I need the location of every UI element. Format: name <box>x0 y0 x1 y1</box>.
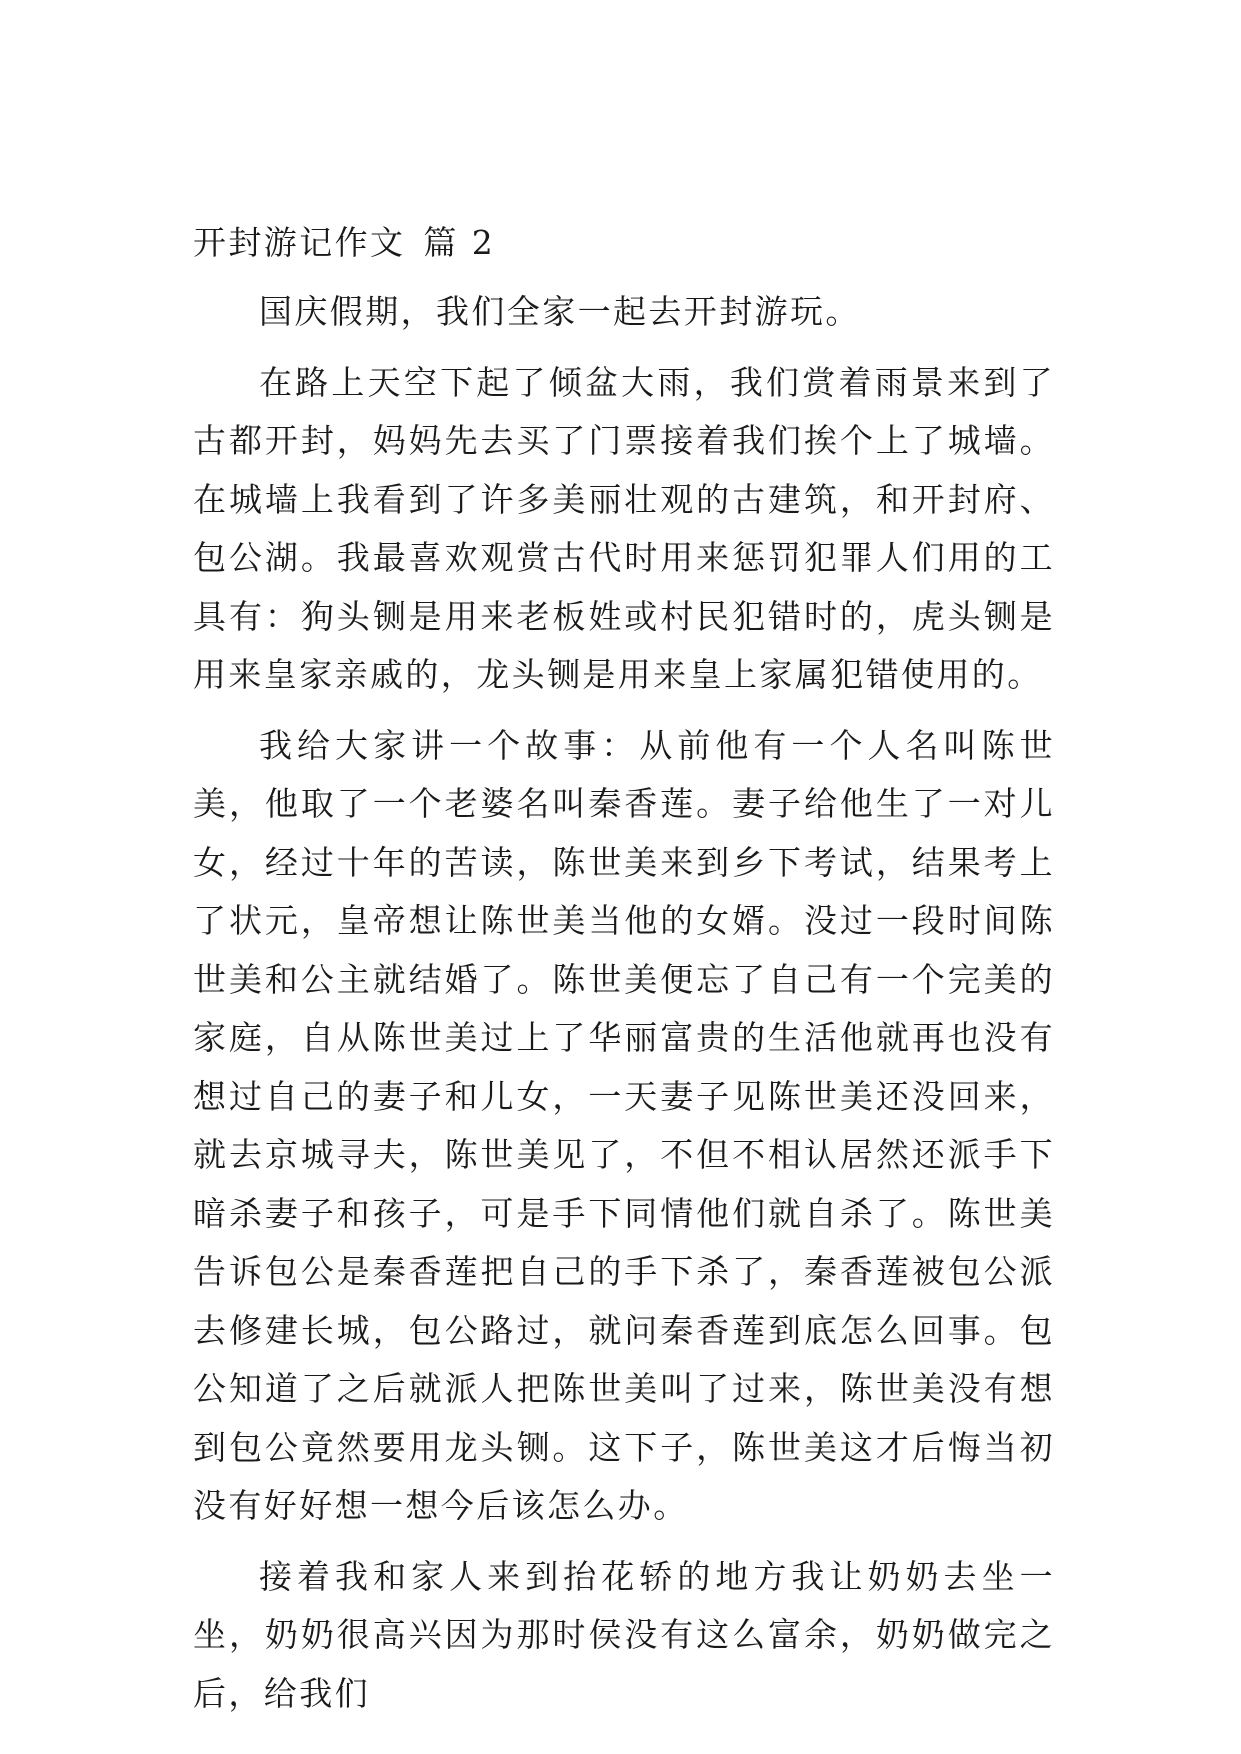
paragraph-1: 国庆假期，我们全家一起去开封游玩。 <box>259 292 861 331</box>
essay-title-text: 开封游记作文 <box>193 223 406 262</box>
essay-title-number: 篇 2 <box>423 223 496 262</box>
paragraph-4: 接着我和家人来到抬花轿的地方我让奶奶去坐一坐，奶奶很高兴因为那时侯没有这么富余，奶奶做完之后，给我们 <box>193 1556 1055 1713</box>
paragraph-3: 我给大家讲一个故事：从前他有一个人名叫陈世美，他取了一个老婆名叫秦香莲。妻子给他生了一对儿女，经过十年的苦读，陈世美来到乡下考试，结果考上了状元，皇帝想让陈世美当他的女婿。没过一段时间陈世美和公主就结婚了。陈世美便忘了自己有一个完美的家庭，自从陈世美过上了华丽富贵的生活他就再也没有想过自己的妻子和儿女，一天妻子见陈世美还没回来，就去京城寻夫，陈世美见了，不但不相认居然还派手下暗杀妻子和孩子，可是手下同情他们就自杀了。陈世美告诉包公是秦香莲把自己的手下杀了，秦香莲被包公派去修建长城，包公路过，就问秦香莲到底怎么回事。包公知道了之后就派人把陈世美叫了过来，陈世美没有想到包公竟然要用龙头铡。这下子，陈世美这才后悔当初没有好好想一想今后该怎么办。 <box>193 725 1055 1525</box>
essay-title <box>193 220 1055 266</box>
essay-body <box>193 220 1055 1735</box>
paragraph-2: 在路上天空下起了倾盆大雨，我们赏着雨景来到了古都开封，妈妈先去买了门票接着我们挨个上了城墙。在城墙上我看到了许多美丽壮观的古建筑，和开封府、包公湖。我最喜欢观赏古代时用来惩罚犯罪人们用的工具有：狗头铡是用来老板姓或村民犯错时的，虎头铡是用来皇家亲戚的，龙头铡是用来皇上家属犯错使用的。 <box>193 362 1055 694</box>
